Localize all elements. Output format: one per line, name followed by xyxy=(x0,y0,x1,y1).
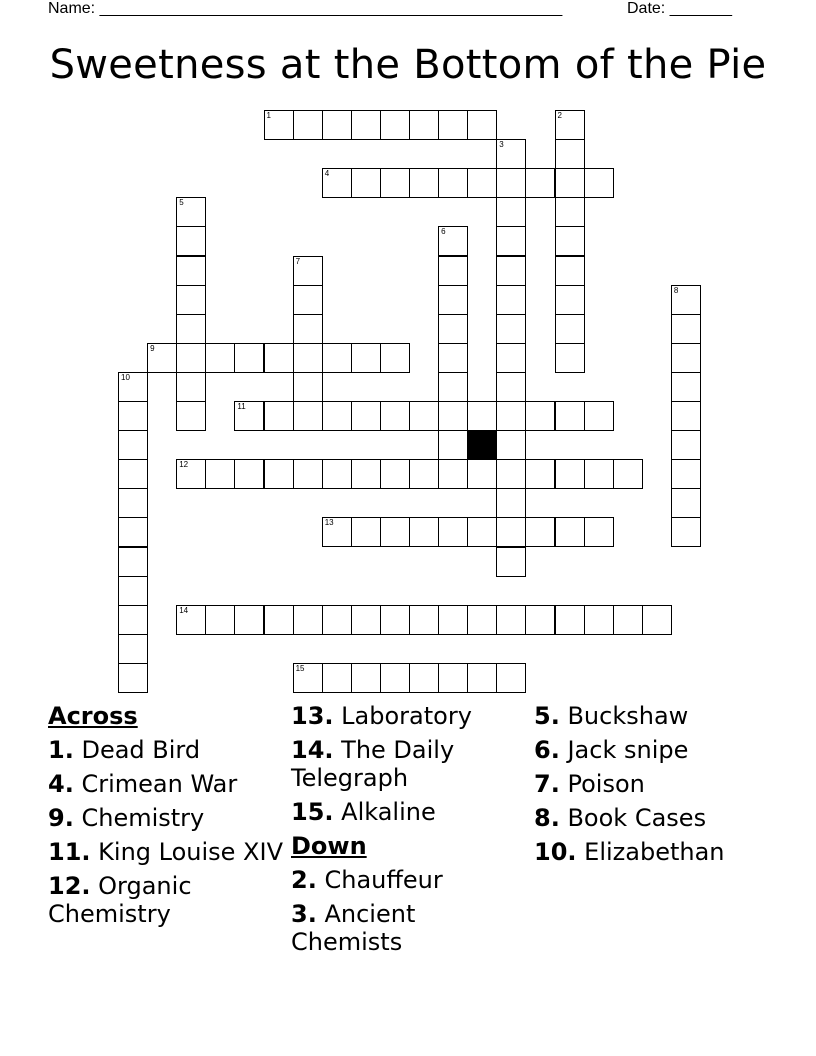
grid-cell[interactable] xyxy=(525,459,555,489)
grid-cell[interactable] xyxy=(555,168,585,198)
clue-down-6 xyxy=(534,736,774,764)
grid-cell[interactable] xyxy=(409,110,439,140)
clue-number: 8. xyxy=(534,804,560,832)
grid-cell[interactable] xyxy=(118,488,148,518)
grid-cell[interactable] xyxy=(293,343,323,373)
grid-cell[interactable] xyxy=(671,430,701,460)
grid-cell[interactable] xyxy=(555,197,585,227)
grid-cell[interactable] xyxy=(438,430,468,460)
cell-number: 14 xyxy=(179,605,189,615)
clue-number: 5. xyxy=(534,702,560,730)
clue-text: Chemistry xyxy=(81,804,205,832)
grid-cell[interactable] xyxy=(380,517,410,547)
grid-cell[interactable] xyxy=(176,459,206,489)
grid-cell[interactable] xyxy=(118,517,148,547)
clue-down-5 xyxy=(534,702,774,730)
grid-cell[interactable] xyxy=(525,401,555,431)
grid-cell[interactable] xyxy=(351,343,381,373)
grid-cell[interactable] xyxy=(351,459,381,489)
grid-cell[interactable] xyxy=(322,517,352,547)
grid-cell[interactable] xyxy=(496,314,526,344)
grid-cell[interactable] xyxy=(322,168,352,198)
cell-number: 8 xyxy=(673,285,679,295)
grid-cell[interactable] xyxy=(438,343,468,373)
grid-cell[interactable] xyxy=(409,459,439,489)
grid-cell[interactable] xyxy=(205,605,235,635)
grid-cell[interactable] xyxy=(496,256,526,286)
grid-cell[interactable] xyxy=(322,401,352,431)
grid-cell[interactable] xyxy=(264,343,294,373)
clue-column-1 xyxy=(48,702,288,934)
grid-cell[interactable] xyxy=(438,285,468,315)
grid-cell[interactable] xyxy=(496,401,526,431)
grid-cell[interactable] xyxy=(584,459,614,489)
grid-cell[interactable] xyxy=(496,459,526,489)
grid-cell[interactable] xyxy=(176,372,206,402)
clue-number: 14. xyxy=(291,736,334,764)
grid-cell[interactable] xyxy=(176,256,206,286)
cell-number: 15 xyxy=(295,663,305,673)
clue-column-3 xyxy=(534,702,774,872)
clue-text: Buckshaw xyxy=(567,702,689,730)
grid-cell[interactable] xyxy=(496,168,526,198)
clue-down-2 xyxy=(291,866,531,894)
grid-cell[interactable] xyxy=(555,139,585,169)
grid-cell[interactable] xyxy=(438,517,468,547)
grid-cell[interactable] xyxy=(322,663,352,693)
grid-cell[interactable] xyxy=(351,605,381,635)
clue-number: 15. xyxy=(291,798,334,826)
grid-cell[interactable] xyxy=(118,430,148,460)
clue-text: The Daily Telegraph xyxy=(291,736,455,792)
grid-cell[interactable] xyxy=(293,372,323,402)
grid-cell[interactable] xyxy=(467,110,497,140)
grid-cell[interactable] xyxy=(467,401,497,431)
clue-text: Organic Chemistry xyxy=(48,872,192,928)
grid-cell[interactable] xyxy=(467,459,497,489)
grid-cell[interactable] xyxy=(467,168,497,198)
cell-number: 2 xyxy=(557,111,562,120)
clue-down-10 xyxy=(534,838,774,866)
clue-number: 2. xyxy=(291,866,317,894)
grid-cell[interactable] xyxy=(555,459,585,489)
grid-cell[interactable] xyxy=(555,517,585,547)
clue-text: Crimean War xyxy=(81,770,238,798)
cell-number: 4 xyxy=(324,169,330,179)
clue-number: 4. xyxy=(48,770,74,798)
grid-cell[interactable] xyxy=(409,401,439,431)
clue-text: Dead Bird xyxy=(81,736,201,764)
clue-number: 3. xyxy=(291,900,317,928)
cell-number: 1 xyxy=(266,111,271,120)
clue-text: Jack snipe xyxy=(567,736,689,764)
grid-cell[interactable] xyxy=(293,459,323,489)
grid-cell[interactable] xyxy=(584,401,614,431)
clue-text: Laboratory xyxy=(341,702,472,730)
grid-cell[interactable] xyxy=(293,401,323,431)
grid-cell[interactable] xyxy=(496,547,526,577)
clue-number: 6. xyxy=(534,736,560,764)
cell-number: 7 xyxy=(295,256,301,266)
grid-cell[interactable] xyxy=(322,110,352,140)
grid-cell[interactable] xyxy=(234,401,264,431)
grid-cell[interactable] xyxy=(234,605,264,635)
grid-cell[interactable] xyxy=(555,226,585,256)
grid-cell[interactable] xyxy=(671,459,701,489)
grid-cell[interactable] xyxy=(671,488,701,518)
clue-across-15 xyxy=(291,798,531,826)
grid-cell[interactable] xyxy=(525,605,555,635)
grid-cell[interactable] xyxy=(351,168,381,198)
cell-number: 3 xyxy=(499,140,504,150)
cell-number: 9 xyxy=(150,343,155,353)
grid-cell[interactable] xyxy=(438,110,468,140)
grid-cell[interactable] xyxy=(555,285,585,315)
grid-cell[interactable] xyxy=(205,343,235,373)
grid-cell[interactable] xyxy=(438,663,468,693)
grid-cell[interactable] xyxy=(293,663,323,693)
grid-cell[interactable] xyxy=(496,226,526,256)
grid-cell[interactable] xyxy=(351,663,381,693)
grid-cell[interactable] xyxy=(467,517,497,547)
grid-cell[interactable] xyxy=(671,314,701,344)
clue-text: King Louise XIV xyxy=(98,838,283,866)
grid-cell[interactable] xyxy=(438,459,468,489)
grid-cell[interactable] xyxy=(438,168,468,198)
grid-cell[interactable] xyxy=(176,197,206,227)
grid-cell[interactable] xyxy=(525,517,555,547)
grid-cell[interactable] xyxy=(671,517,701,547)
grid-cell[interactable] xyxy=(118,605,148,635)
grid-cell[interactable] xyxy=(496,139,526,169)
across-heading: Across xyxy=(48,702,138,730)
grid-cell[interactable] xyxy=(584,168,614,198)
clue-number: 11. xyxy=(48,838,91,866)
grid-cell[interactable] xyxy=(264,459,294,489)
grid-cell[interactable] xyxy=(613,605,643,635)
grid-cell[interactable] xyxy=(293,256,323,286)
grid-cell[interactable] xyxy=(671,285,701,315)
clue-number: 7. xyxy=(534,770,560,798)
clue-across-9 xyxy=(48,804,288,832)
clue-down-3 xyxy=(291,900,531,956)
grid-cell[interactable] xyxy=(671,372,701,402)
grid-cell[interactable] xyxy=(293,605,323,635)
grid-cell[interactable] xyxy=(671,343,701,373)
grid-cell[interactable] xyxy=(380,459,410,489)
grid-cell[interactable] xyxy=(496,197,526,227)
clue-number: 9. xyxy=(48,804,74,832)
grid-cell[interactable] xyxy=(147,343,177,373)
grid-cell[interactable] xyxy=(351,110,381,140)
grid-cell[interactable] xyxy=(555,314,585,344)
grid-cell[interactable] xyxy=(613,459,643,489)
grid-cell[interactable] xyxy=(118,576,148,606)
cell-number: 13 xyxy=(324,518,334,528)
clue-down-7 xyxy=(534,770,774,798)
grid-cell[interactable] xyxy=(322,343,352,373)
grid-cell[interactable] xyxy=(176,285,206,315)
clue-across-4 xyxy=(48,770,288,798)
clue-number: 1. xyxy=(48,736,74,764)
grid-cell[interactable] xyxy=(118,459,148,489)
grid-cell[interactable] xyxy=(555,401,585,431)
grid-cell[interactable] xyxy=(525,168,555,198)
grid-cell[interactable] xyxy=(380,605,410,635)
grid-cell[interactable] xyxy=(496,663,526,693)
grid-cell[interactable] xyxy=(438,314,468,344)
cell-number: 11 xyxy=(237,402,246,411)
cell-number: 12 xyxy=(179,460,189,470)
grid-cell[interactable] xyxy=(496,285,526,315)
grid-cell[interactable] xyxy=(293,314,323,344)
grid-cell[interactable] xyxy=(293,110,323,140)
grid-cell[interactable] xyxy=(351,401,381,431)
clue-column-2 xyxy=(291,702,531,962)
grid-cell[interactable] xyxy=(496,343,526,373)
grid-cell[interactable] xyxy=(176,226,206,256)
grid-cell[interactable] xyxy=(293,285,323,315)
grid-cell[interactable] xyxy=(176,605,206,635)
grid-cell[interactable] xyxy=(496,488,526,518)
cell-number: 6 xyxy=(441,227,446,237)
grid-cell[interactable] xyxy=(234,459,264,489)
name-field-label: Name: ____________________________________________________ xyxy=(48,0,563,17)
page-title: Sweetness at the Bottom of the Pie xyxy=(49,42,767,88)
grid-cell[interactable] xyxy=(409,605,439,635)
clue-text: Elizabethan xyxy=(584,838,725,866)
down-heading: Down xyxy=(291,832,367,860)
clue-text: Book Cases xyxy=(567,804,707,832)
grid-cell[interactable] xyxy=(438,401,468,431)
grid-cell[interactable] xyxy=(380,663,410,693)
grid-cell[interactable] xyxy=(584,517,614,547)
clue-number: 10. xyxy=(534,838,577,866)
clue-text: Ancient Chemists xyxy=(291,900,416,956)
grid-cell[interactable] xyxy=(264,401,294,431)
clue-across-13 xyxy=(291,702,531,730)
grid-cell[interactable] xyxy=(380,401,410,431)
grid-cell[interactable] xyxy=(351,517,381,547)
grid-cell[interactable] xyxy=(409,517,439,547)
grid-cell[interactable] xyxy=(671,401,701,431)
grid-cell[interactable] xyxy=(118,401,148,431)
grid-cell[interactable] xyxy=(584,605,614,635)
grid-cell[interactable] xyxy=(555,343,585,373)
grid-cell[interactable] xyxy=(118,372,148,402)
grid-cell[interactable] xyxy=(555,110,585,140)
grid-cell[interactable] xyxy=(438,605,468,635)
clue-across-11 xyxy=(48,838,288,866)
grid-cell[interactable] xyxy=(176,401,206,431)
grid-cell[interactable] xyxy=(380,343,410,373)
clue-text: Chauffeur xyxy=(324,866,443,894)
grid-cell[interactable] xyxy=(438,372,468,402)
clue-number: 12. xyxy=(48,872,91,900)
grid-cell[interactable] xyxy=(409,663,439,693)
grid-cell[interactable] xyxy=(380,110,410,140)
grid-cell[interactable] xyxy=(438,256,468,286)
grid-cell[interactable] xyxy=(264,110,294,140)
clue-across-14 xyxy=(291,736,531,792)
date-field-label: Date: _______ xyxy=(627,0,732,17)
cell-number: 5 xyxy=(179,198,184,208)
grid-cell[interactable] xyxy=(642,605,672,635)
grid-cell[interactable] xyxy=(234,343,264,373)
clue-across-1 xyxy=(48,736,288,764)
grid-block xyxy=(467,430,497,460)
grid-cell[interactable] xyxy=(176,314,206,344)
grid-cell[interactable] xyxy=(176,343,206,373)
grid-cell[interactable] xyxy=(496,517,526,547)
grid-cell[interactable] xyxy=(467,663,497,693)
grid-cell[interactable] xyxy=(467,605,497,635)
grid-cell[interactable] xyxy=(555,256,585,286)
grid-cell[interactable] xyxy=(496,430,526,460)
clue-across-12 xyxy=(48,872,288,928)
grid-cell[interactable] xyxy=(496,372,526,402)
grid-cell[interactable] xyxy=(205,459,235,489)
grid-cell[interactable] xyxy=(322,459,352,489)
grid-cell[interactable] xyxy=(264,605,294,635)
grid-cell[interactable] xyxy=(118,547,148,577)
grid-cell[interactable] xyxy=(409,168,439,198)
clue-text: Alkaline xyxy=(341,798,436,826)
cell-number: 10 xyxy=(121,372,130,382)
clue-number: 13. xyxy=(291,702,334,730)
grid-cell[interactable] xyxy=(496,605,526,635)
grid-cell[interactable] xyxy=(380,168,410,198)
grid-cell[interactable] xyxy=(438,226,468,256)
grid-cell[interactable] xyxy=(322,605,352,635)
grid-cell[interactable] xyxy=(118,634,148,664)
clue-text: Poison xyxy=(567,770,645,798)
clue-down-8 xyxy=(534,804,774,832)
grid-cell[interactable] xyxy=(118,663,148,693)
grid-cell[interactable] xyxy=(555,605,585,635)
